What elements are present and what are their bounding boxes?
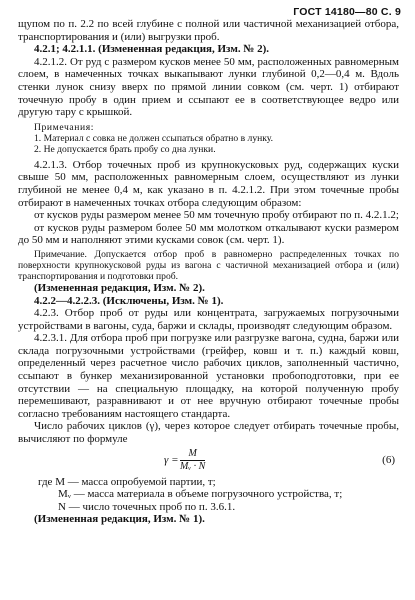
variable-definition: N — число точечных проб по п. 3.6.1. (58, 500, 236, 513)
formula-lhs: γ = (164, 453, 179, 466)
formula-number: (6) (382, 453, 395, 466)
variable-definition: Mᵥ — масса материала в объеме погрузочного устройства, т; (58, 488, 343, 501)
note-paragraph: Примечание. Допускается отбор проб в равномерно распределенных точках по поверхности крупнокусковой руды из вагона с частичной механизацией отбора и (или) транспортирования и подготовки проб. (18, 248, 399, 282)
formula-denominator: Mᵥ · N (180, 460, 206, 472)
paragraph: от кусков руды размером менее 50 мм точечную пробу отбирают по п. 4.2.1.2; (34, 209, 399, 222)
document-body (18, 18, 399, 526)
paragraph: 4.2.3. Отбор проб от руды или концентрата, загружаемых погрузочными устройствами в вагоны, суда, баржи и склады, производят следующим образом. (18, 307, 399, 332)
note-item: 1. Материал с совка не должен ссыпаться обратно в лунку. (34, 132, 274, 144)
paragraph: от кусков руды размером более 50 мм молотком откалывают куски размером до 50 мм и наполняют этими кусками совок (см. черт. 1). (18, 221, 399, 247)
page-header: ГОСТ 14180—80 С. 9 (293, 6, 401, 18)
paragraph: 4.2.1.2. От руд с размером кусков менее 50 мм, расположенных равномерным слоем, в намеченных точках выкапывают лунки глубиной 0,2—0,4 м. Вдоль стенки лунок снизу вверх по прямой линии совком (см. черт. 1) отбирают точечную пробу в один прием и ссыпают ее в соответствующее ведро или другую тару с крышкой. (18, 55, 399, 119)
paragraph: щупом по п. 2.2 по всей глубине с полной или частичной механизацией отбора, транспортирования и (или) выгрузки проб. (18, 18, 399, 43)
variable-definition: где M — масса опробуемой партии, т; (38, 475, 216, 488)
amendment-note: (Измененная редакция, Изм. № 2). (34, 281, 205, 294)
paragraph: 4.2.3.1. Для отбора проб при погрузке или разгрузке вагона, судна, баржи или склада погрузочными устройствами (грейфер, ковш и т. п.) каждый ковш, определенный через расчетное число рабочих циклов, заполненный частично, ссыпают в бункер механизированной установки пробоподготовки, при ее отсутствии — на специальную площадку, на которой полученную пробу перемешивают, разравнивают и от нее вручную отбирают точечные пробы согласно требованиям настоящего стандарта. (18, 332, 399, 420)
paragraph: Число рабочих циклов (γ), через которое следует отбирать точечные пробы, вычисляют по формуле (18, 420, 399, 446)
amendment-note: 4.2.2—4.2.2.3. (Исключены, Изм. № 1). (34, 294, 224, 307)
formula-numerator: M (180, 448, 205, 461)
amendment-note: 4.2.1; 4.2.1.1. (Измененная редакция, Изм. № 2). (34, 43, 270, 56)
paragraph: 4.2.1.3. Отбор точечных проб из крупнокусковых руд, содержащих куски свыше 50 мм, расположенных равномерным слоем, осуществляют из лунки глубиной не менее 0,4 м, как указано в п. 4.2.1.2. При этом точечные пробы отбирают в намеченных точках отбора следующим образом: (18, 158, 399, 209)
formula-fraction (180, 448, 205, 473)
formula (18, 448, 399, 474)
amendment-note: (Измененная редакция, Изм. № 1). (34, 513, 205, 526)
note-item: 2. Не допускается брать пробу со дна лунки. (34, 143, 216, 155)
notes-heading: Примечания: (34, 121, 94, 133)
